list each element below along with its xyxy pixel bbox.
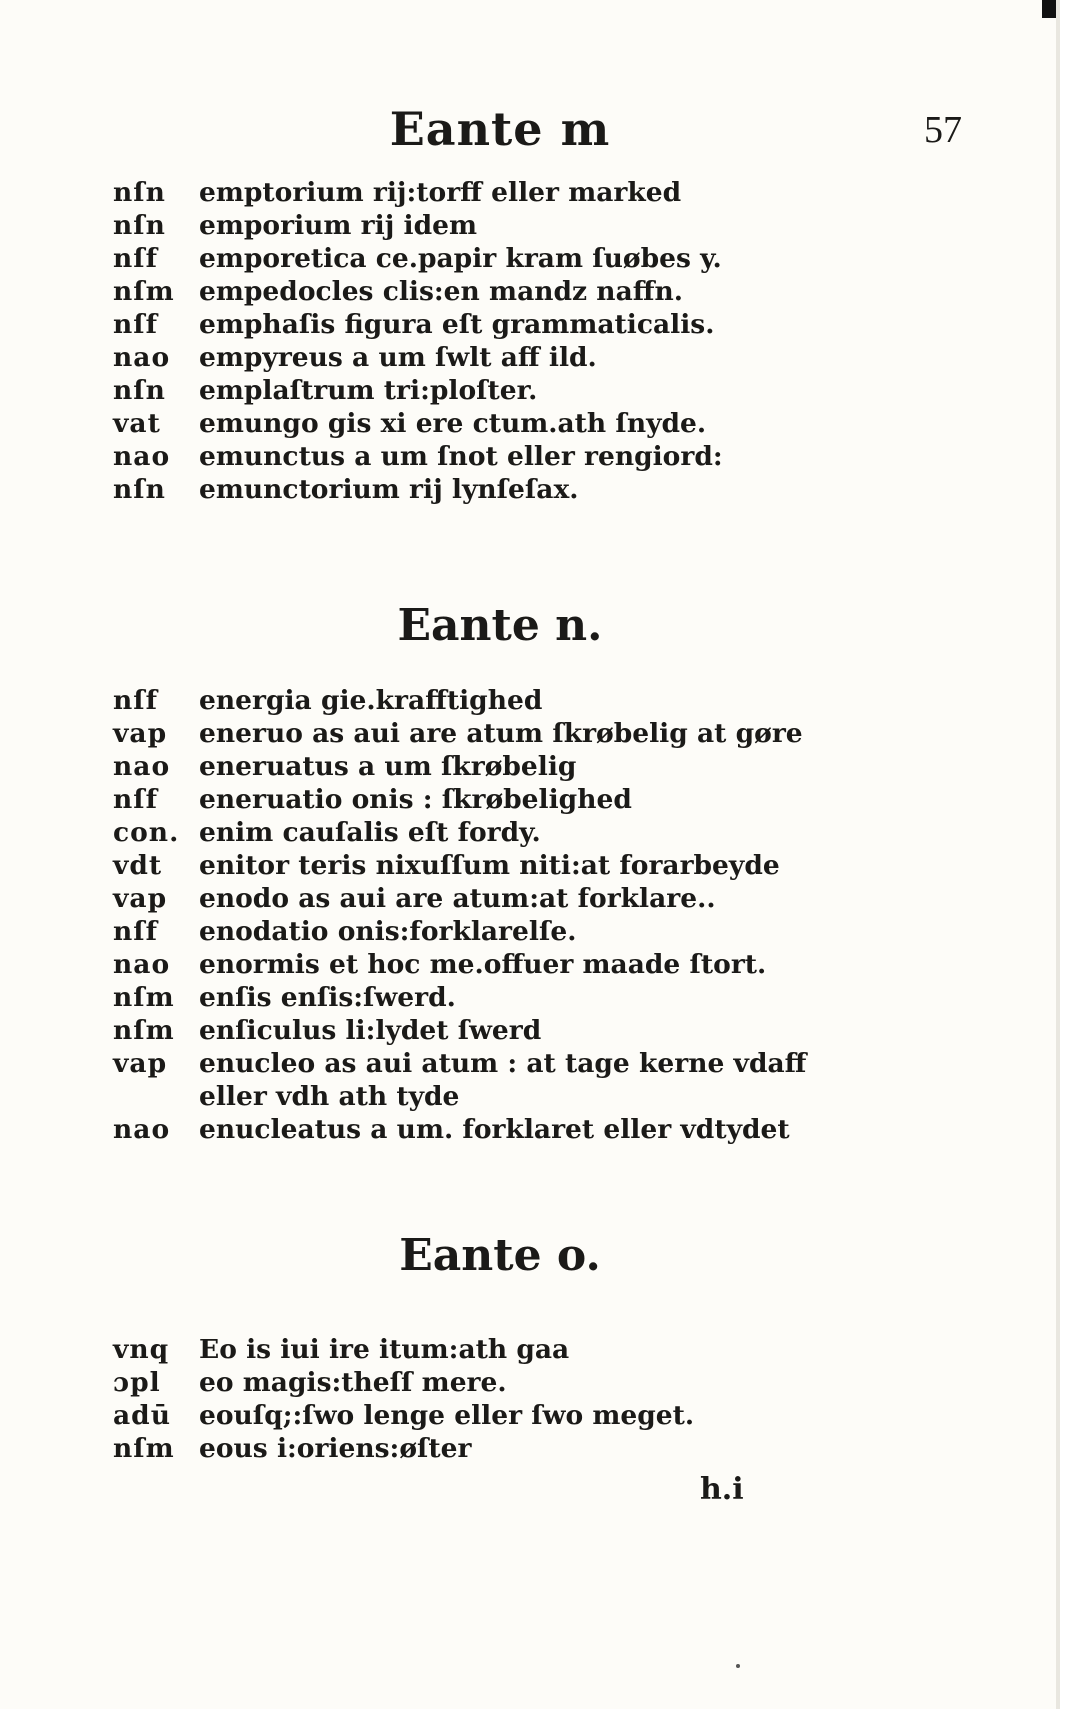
list-item [113,407,893,440]
entry-code: vap [113,883,168,914]
entry-code: nao [113,1114,171,1145]
list-item [113,816,893,849]
entry-text: empedocles clis:en mandz naffn. [199,276,683,307]
list-item [113,473,893,506]
list-item [113,1366,893,1399]
entry-text: eouſq;:ſwo lenge eller ſwo meget. [199,1400,695,1431]
entry-text: enſis enſis:ſwerd. [199,982,456,1013]
entry-text: enodatio onis:forklarelſe. [199,916,577,947]
list-item [113,1432,893,1465]
entry-code: nſn [113,474,166,505]
entry-text: enucleo as aui atum : at tage kerne vdaff eller vdh ath tyde [199,1048,807,1112]
entry-text: eo magis:theſſ mere. [199,1367,507,1398]
entry-text: emptorium rij:torff eller marked [199,177,682,208]
entry-code: con. [113,817,180,848]
list-item [113,849,893,882]
entry-code: nſf [113,784,159,815]
entry-text: enormis et hoc me.offuer maade ſtort. [199,949,767,980]
entry-code: nſm [113,1015,175,1046]
entry-text: enſiculus li:lydet ſwerd [199,1015,542,1046]
entry-code: nao [113,949,171,980]
list-item [113,1047,893,1113]
list-item [113,981,893,1014]
entry-text: emporium rij idem [199,210,478,241]
entry-code: nſn [113,375,166,406]
entry-code: nſn [113,210,166,241]
entry-code: nao [113,441,171,472]
entry-code: vap [113,1048,168,1079]
list-item [113,275,893,308]
entry-list-em [113,176,893,506]
entry-text: eneruo as aui are atum ſkrøbelig at gøre [199,718,803,749]
list-item [113,1014,893,1047]
entry-text: enodo as aui are atum:at forklare.. [199,883,716,914]
signature-mark: h.i [700,1472,744,1507]
entry-code: nſf [113,243,159,274]
list-item [113,1333,893,1366]
running-head: Eante m [389,102,611,156]
list-item [113,882,893,915]
entry-text: enitor teris nixuſſum niti:at forarbeyde [199,850,780,881]
entry-code: nſm [113,1433,175,1464]
list-item [113,750,893,783]
section-heading-o: Eante o. [399,1230,601,1281]
entry-code: vdt [113,850,163,881]
list-item [113,684,893,717]
list-item [113,308,893,341]
entry-code: adū [113,1400,171,1431]
entry-code: nao [113,342,171,373]
list-item [113,176,893,209]
entry-text: emunctus a um ſnot eller rengiord: [199,441,723,472]
page-number: 57 [924,109,962,151]
entry-text: energia gie.krafftighed [199,685,543,716]
speck [736,1664,740,1668]
entry-list-eo [113,1333,893,1465]
entry-text: emporetica ce.papir kram ſuøbes y. [199,243,722,274]
list-item [113,717,893,750]
entry-text: emungo gis xi ere ctum.ath ſnyde. [199,408,707,439]
list-item [113,948,893,981]
list-item [113,915,893,948]
entry-code: nſm [113,982,175,1013]
entry-text: enucleatus a um. forklaret eller vdtydet [199,1114,790,1145]
entry-code: nſm [113,276,175,307]
entry-text: Eo is iui ire itum:ath gaa [199,1334,570,1365]
entry-code: vnq [113,1334,170,1365]
entry-code: nao [113,751,171,782]
list-item [113,1113,893,1146]
entry-text: eneruatio onis : ſkrøbelighed [199,784,632,815]
entry-text: eous i:oriens:øſter [199,1433,472,1464]
scan-corner-mark [1042,0,1056,18]
entry-code: nſf [113,309,159,340]
section-heading-n: Eante n. [397,600,603,651]
entry-text: emphaſis figura eſt grammaticalis. [199,309,715,340]
entry-code: nſf [113,685,159,716]
list-item [113,209,893,242]
list-item [113,440,893,473]
entry-list-en [113,684,893,1146]
entry-text: emunctorium rij lynſeſax. [199,474,579,505]
entry-code: vap [113,718,168,749]
list-item [113,341,893,374]
entry-text: eneruatus a um ſkrøbelig [199,751,577,782]
entry-code: nſn [113,177,166,208]
entry-code: vat [113,408,161,439]
entry-text: empyreus a um ſwlt aff ild. [199,342,597,373]
list-item [113,242,893,275]
entry-text: emplaſtrum tri:ploſter. [199,375,538,406]
list-item [113,783,893,816]
entry-code: ɔpl [113,1367,161,1398]
entry-text: enim cauſalis eſt fordy. [199,817,541,848]
entry-code: nſf [113,916,159,947]
list-item [113,1399,893,1432]
list-item [113,374,893,407]
